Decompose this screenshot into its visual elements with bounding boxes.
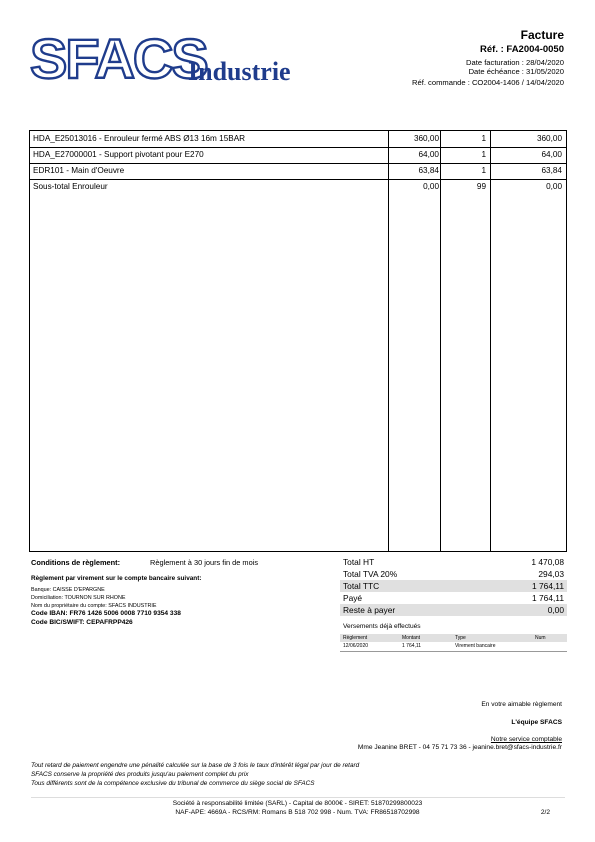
item-description: HDA_E25013016 - Enrouleur fermé ABS Ø13 16m 15BAR [33,134,246,143]
legal-line: Tout retard de paiement engendre une pénalité calculée sur la base de 3 fois le taux d'intérêt légal par jour de retard [31,762,360,769]
legal-line: SFACS conserve la propriété des produits jusqu'au paiement complet du prix [31,771,249,778]
invoice-date: Date facturation : 28/04/2020 [466,58,564,67]
item-quantity: 1 [481,150,486,159]
logo-subtitle: Industrie [188,57,291,86]
total-value: 1 764,11 [532,581,564,591]
payments-header [340,634,567,642]
item-unit-price: 0,00 [423,182,439,191]
items-table [29,130,567,552]
payment-type: Virement bancaire [455,643,496,649]
invoice-title: Facture [520,28,564,42]
legal-line: Tous différents sont de la compétence exclusive du tribunal de commerce du siège social de SFACS [31,780,315,787]
payment-terms-label: Conditions de règlement: [31,558,121,567]
total-label: Payé [343,593,363,603]
closing-greeting: En votre aimable règlement [481,701,562,708]
item-description: HDA_E27000001 - Support pivotant pour E270 [33,150,204,159]
closing-team: L'équipe SFACS [511,719,562,726]
item-total: 63,84 [541,166,562,175]
total-label: Reste à payer [343,605,396,615]
page-number: 2/2 [540,809,550,816]
item-unit-price: 360,00 [413,134,439,143]
footer-company-info: Société à responsabilité limitée (SARL) - Capital de 8000€ - SIRET: 51870299800023 [172,800,423,807]
account-owner: Nom du propriétaire du compte: SFACS INDUSTRIE [31,603,157,609]
bic: Code BIC/SWIFT: CEPAFRPP426 [31,619,133,626]
total-label: Total TTC [343,581,380,591]
invoice-ref: Réf. : FA2004-0050 [480,44,564,55]
order-ref: Réf. commande : CO2004-1406 / 14/04/2020 [412,78,564,87]
iban: Code IBAN: FR76 1426 5006 0008 7710 9354 338 [31,610,181,617]
total-ttc-row [340,580,567,592]
bank-transfer-title: Règlement par virement sur le compte bancaire suivant: [31,575,202,582]
item-total: 360,00 [536,134,562,143]
column-header: Règlement [343,635,368,641]
total-ht-row [340,556,567,568]
footer-registration: NAF-APE: 4669A - RCS/RM: Romans B 518 702 998 - Num. TVA: FR86518702998 [175,809,420,816]
total-value: 294,03 [538,569,564,579]
payment-date: 12/06/2020 [343,643,369,649]
item-total: 64,00 [541,150,562,159]
payments-table [340,634,567,652]
closing-service: Notre service comptable [490,736,562,743]
column-header: Type [455,635,466,641]
total-value: 1 470,08 [531,557,564,567]
total-value: 1 764,11 [532,593,564,603]
total-label: Total HT [343,557,375,567]
item-unit-price: 64,00 [418,150,439,159]
item-quantity: 99 [476,182,486,191]
item-description: Sous-total Enrouleur [33,182,108,191]
total-tva-row [340,568,567,580]
total-value: 0,00 [547,605,564,615]
footer-divider [31,797,565,798]
remaining-row [340,604,567,616]
payment-terms-value: Règlement à 30 jours fin de mois [150,558,259,567]
item-quantity: 1 [481,134,486,143]
paid-row [340,592,567,604]
logo-graphic [30,30,320,90]
total-label: Total TVA 20% [343,569,398,579]
table-row [30,131,566,148]
item-description: EDR101 - Main d'Oeuvre [33,166,125,175]
bank-name: Banque: CAISSE D'EPARGNE [31,587,105,593]
payment-amount: 1 764,11 [402,643,422,649]
company-logo [30,30,320,90]
item-quantity: 1 [481,166,486,175]
payments-title: Versements déjà effectués [343,623,421,630]
item-unit-price: 63,84 [418,166,439,175]
logo-wordmark: SFACS [30,30,207,90]
closing-contact: Mme Jeanine BRET - 04 75 71 73 36 - jeanine.bret@sfacs-industrie.fr [357,744,562,751]
column-header: Montant [402,635,421,641]
totals-box [340,556,567,616]
table-row [30,147,566,164]
subtotal-row [30,179,566,195]
bank-domiciliation: Domiciliation: TOURNON SUR RHONE [31,595,126,601]
due-date: Date échéance : 31/05/2020 [468,67,564,76]
payment-row [340,642,567,652]
table-row [30,163,566,180]
item-total: 0,00 [546,182,562,191]
column-header: Num [535,635,546,641]
